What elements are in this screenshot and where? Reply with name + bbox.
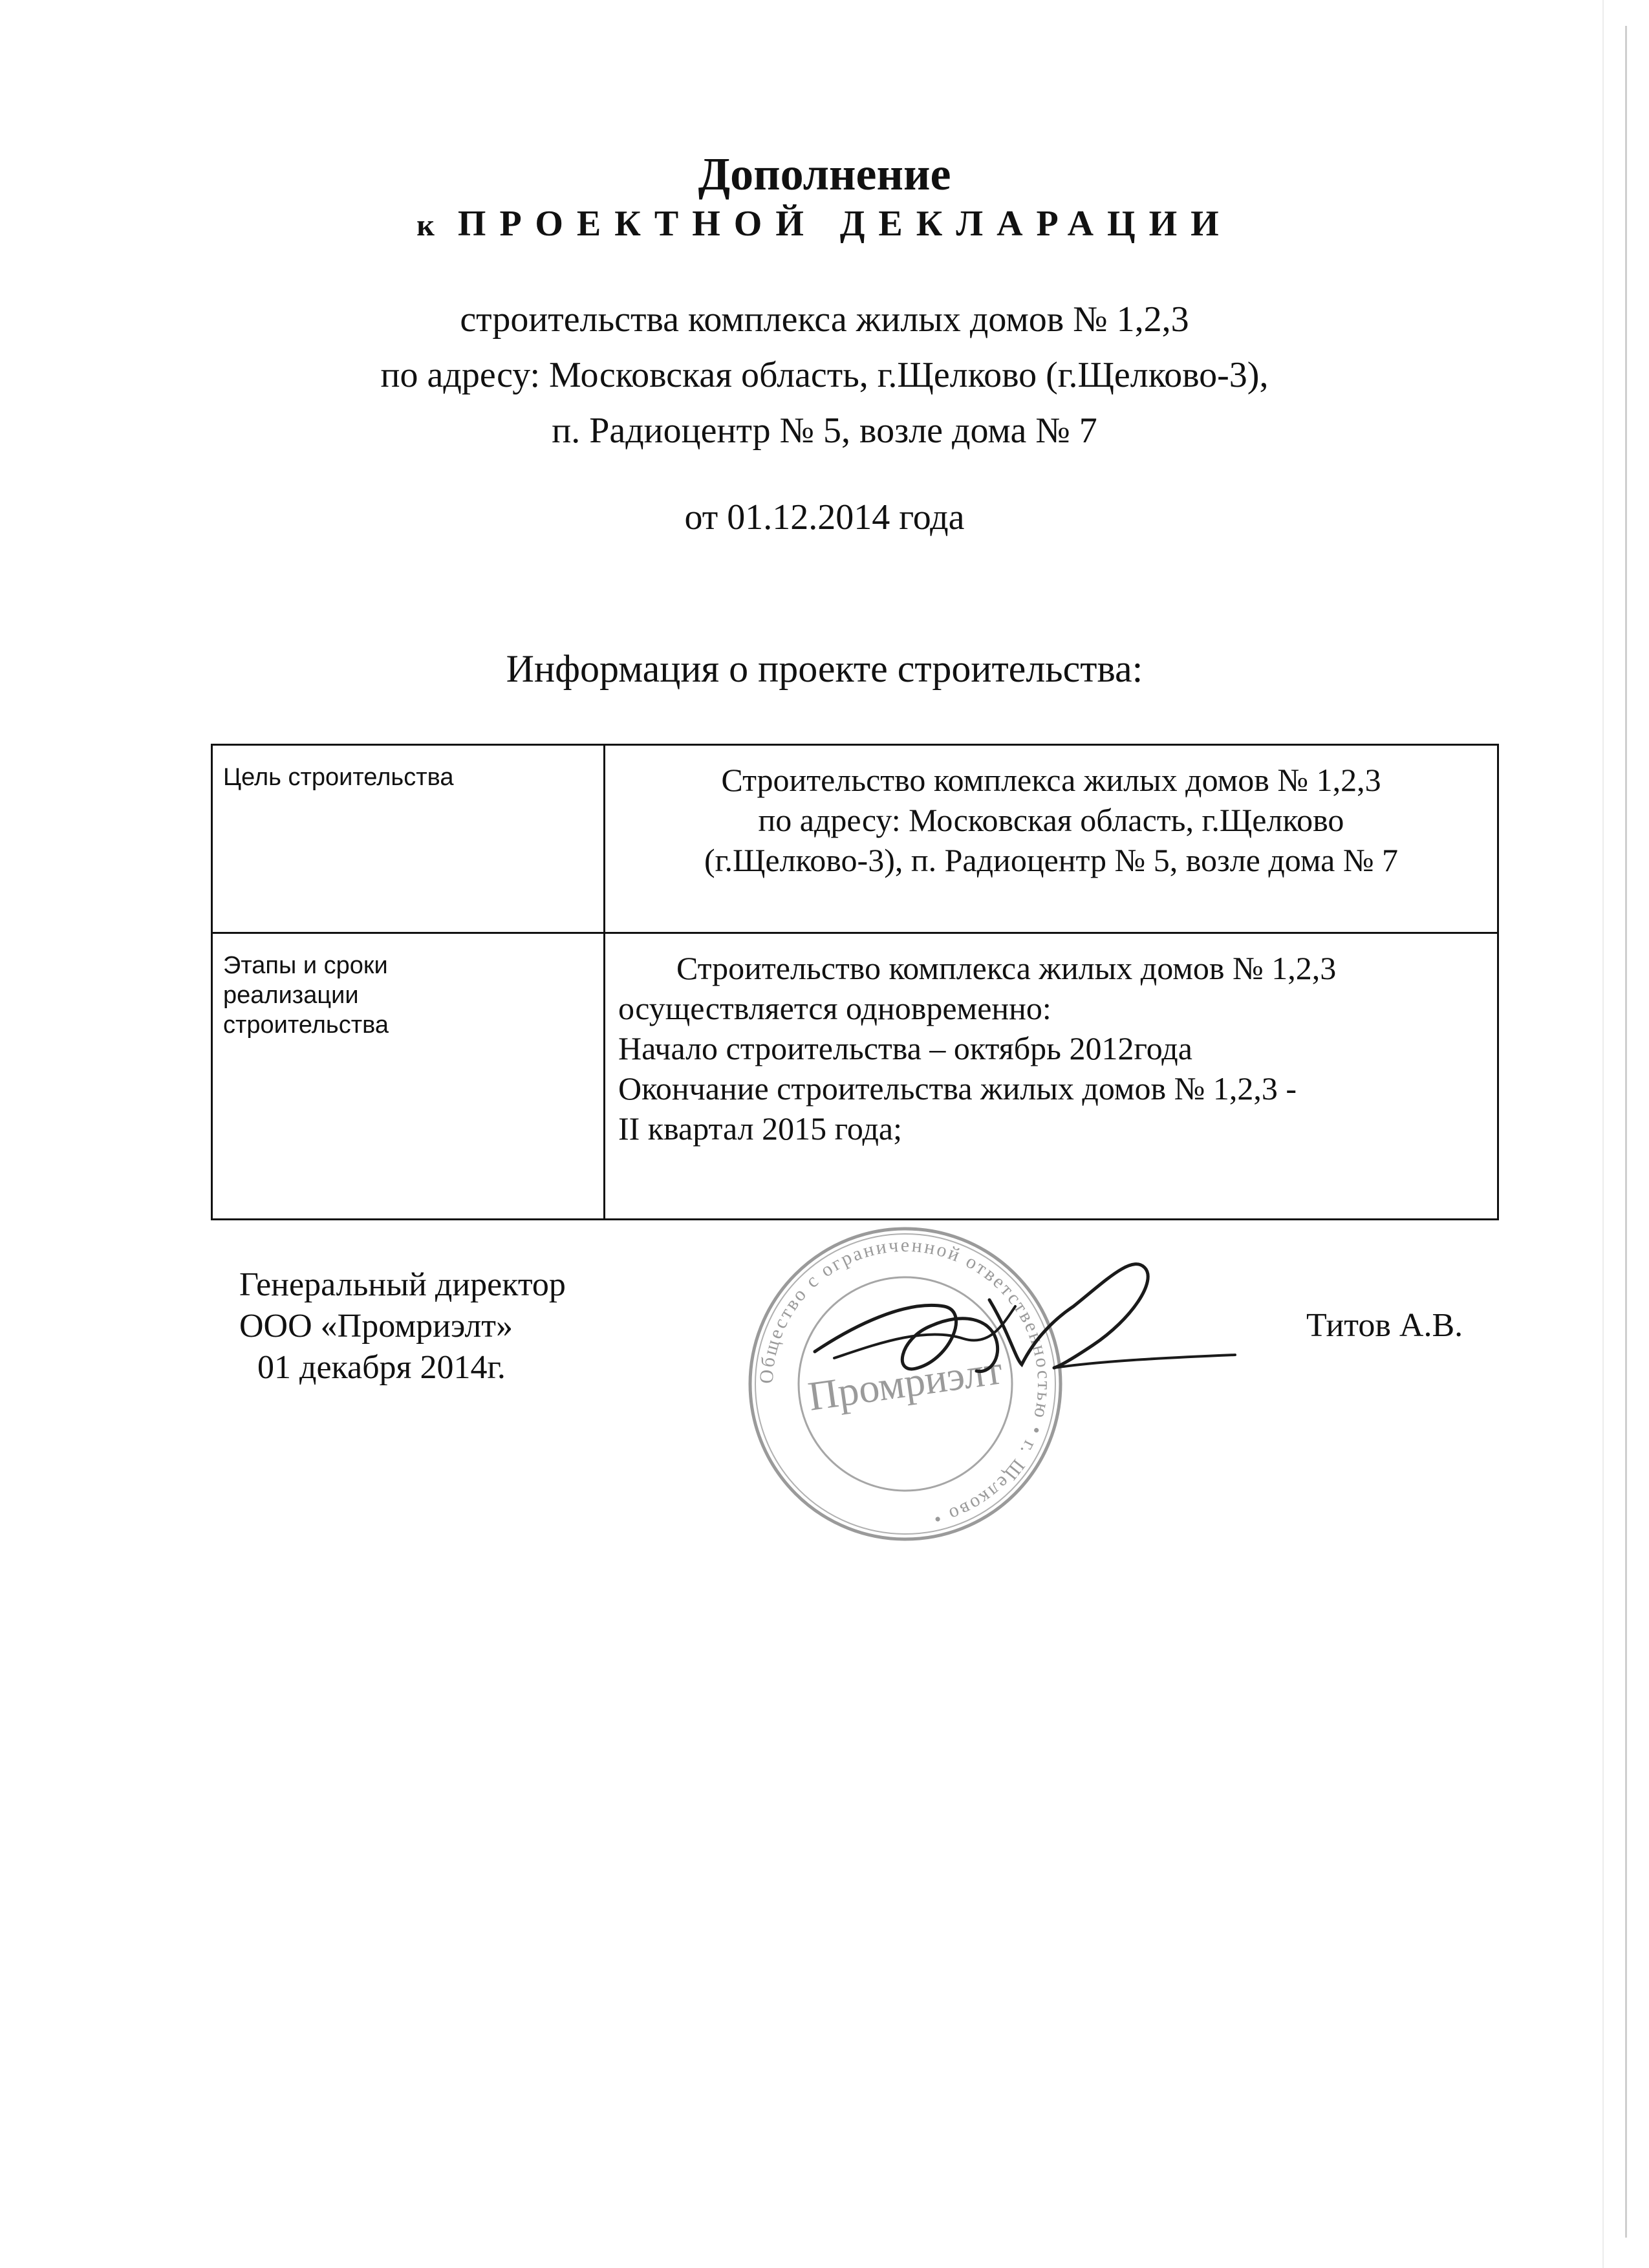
object-line-2: по адресу: Московская область, г.Щелково (г.Щелково-3),: [380, 355, 1269, 395]
subtitle-prefix: к: [416, 208, 435, 243]
signer-name: Титов А.В.: [1306, 1307, 1463, 1344]
row-value: [605, 745, 1498, 933]
document-title: Дополнение: [698, 148, 951, 200]
signatory-company: ООО «Промриэлт»: [239, 1308, 513, 1345]
declaration-date: от 01.12.2014 года: [684, 497, 965, 537]
label-line: Этапы и сроки: [223, 952, 388, 979]
subtitle-text: ПРОЕКТНОЙ ДЕКЛАРАЦИИ: [457, 204, 1233, 244]
svg-text:Общество с ограниченной ответс: Общество с ограниченной ответственностью • г. Щелково •: [755, 1234, 1055, 1531]
label-line: реализации: [223, 982, 359, 1009]
value-line: Строительство комплекса жилых домов № 1,2,3: [676, 950, 1337, 986]
value-line: II квартал 2015 года;: [618, 1110, 902, 1147]
svg-text:Промриэлт: Промриэлт: [805, 1346, 1006, 1420]
value-line: осуществляется одновременно:: [618, 990, 1051, 1026]
project-info-table: [211, 744, 1499, 1220]
value-line: Начало строительства – октябрь 2012года: [618, 1030, 1192, 1066]
document-subtitle: [0, 203, 1649, 244]
table-row: [212, 745, 1498, 933]
signatory-block: [239, 1264, 566, 1388]
row-label: [212, 933, 605, 1220]
table-row: [212, 933, 1498, 1220]
object-line-1: строительства комплекса жилых домов № 1,2,3: [460, 299, 1189, 340]
section-title: Информация о проекте строительства:: [506, 647, 1143, 690]
value-line: (г.Щелково-3), п. Радиоцентр № 5, возле дома № 7: [704, 842, 1399, 878]
object-line-3: п. Радиоцентр № 5, возле дома № 7: [552, 411, 1097, 451]
row-label: Цель строительства: [212, 745, 605, 933]
value-line: по адресу: Московская область, г.Щелково: [758, 802, 1344, 838]
value-line: Окончание строительства жилых домов № 1,2,3 -: [618, 1070, 1297, 1107]
scan-edge-line-faint: [1602, 0, 1604, 2268]
label-line: строительства: [223, 1011, 389, 1039]
value-line: Строительство комплекса жилых домов № 1,2,3: [721, 762, 1381, 798]
signing-date: 01 декабря 2014г.: [257, 1349, 506, 1386]
row-value: [605, 933, 1498, 1220]
handwritten-signature-icon: [795, 1229, 1248, 1410]
signatory-position: Генеральный директор: [239, 1266, 566, 1303]
